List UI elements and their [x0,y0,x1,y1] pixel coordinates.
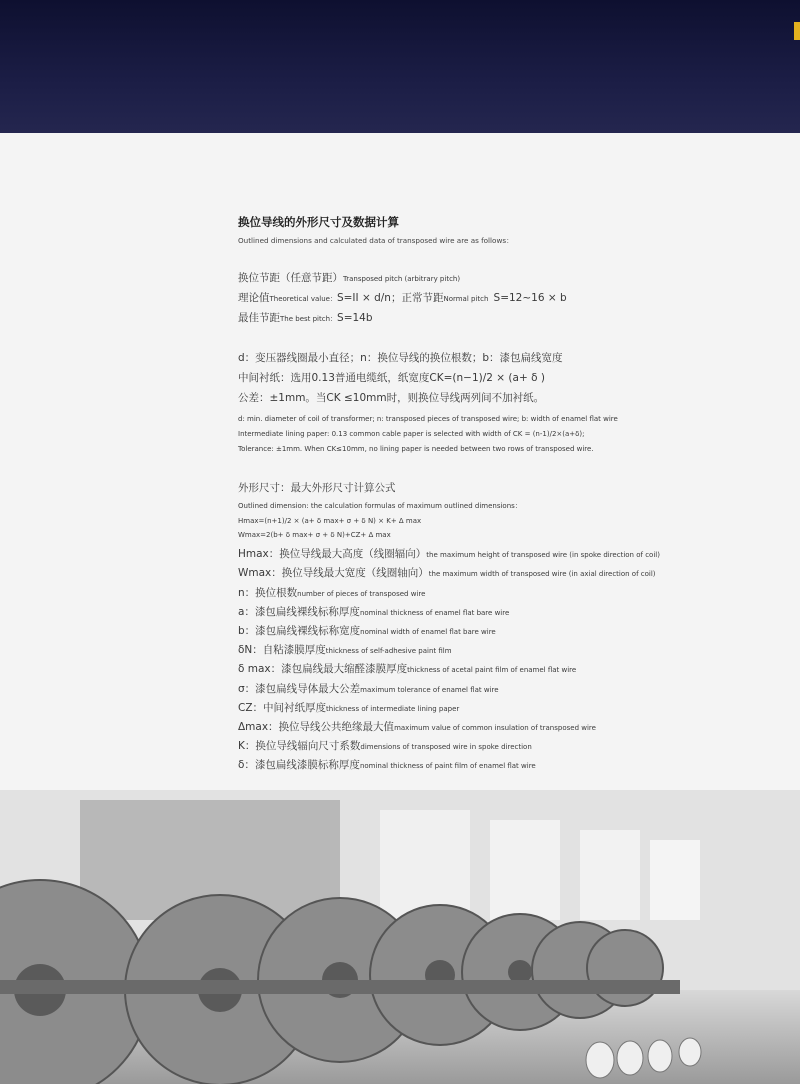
pitch-line: 换位节距（任意节距）Transposed pitch (arbitrary pitch) [238,272,461,284]
term-item: δ：漆包扁线漆膜标称厚度nominal thickness of paint film of enamel flat wire [238,759,536,772]
term-item: b：漆包扁线裸线标称宽度nominal width of enamel flat bare wire [238,624,496,637]
term-item: Δmax：换位导线公共绝缘最大值maximum value of common insulation of transposed wire [238,720,596,733]
page-title: 换位导线的外形尺寸及数据计算 [238,215,399,229]
main-content [238,214,758,772]
factory-photo-illustration [0,790,800,1084]
term-item: δ max：漆包扁线最大缩醛漆膜厚度thickness of acetal paint film of enamel flat wire [238,663,577,676]
term-item: Hmax：换位导线最大高度（线圈辐向）the maximum height of transposed wire (in spoke direction of coil) [238,548,660,561]
term-item: δN：自粘漆膜厚度thickness of self-adhesive paint film [238,644,452,657]
definitions-en [238,412,758,457]
term-item: Wmax：换位导线最大宽度（线圈轴向）the maximum width of transposed wire (in axial direction of coil) [238,567,656,580]
factory-photo [0,790,800,1084]
term-item: CZ：中间衬纸厚度thickness of intermediate lining paper [238,701,460,714]
pitch-line: 最佳节距The best pitch：S=14b [238,312,373,324]
definition-line-en: Intermediate lining paper: 0.13 common cable paper is selected with width of CK = (n-1)/2×(a+δ); [238,430,585,438]
pitch-line: 理论值Theoretical value：S=II × d/n；正常节距Normal pitch S=12~16 × b [238,292,567,304]
formula-wmax: Wmax=2(b+ δ max+ σ + δ N)+CZ+ Δ max [238,531,391,540]
definition-line-en: d: min. diameter of coil of transformer; n: transposed pieces of transposed wire; b: width of enamel flat wire [238,415,618,423]
page-tab-accent [794,22,800,40]
term-item: σ：漆包扁线导体最大公差maximum tolerance of enamel flat wire [238,682,499,695]
dimension-section [238,479,758,772]
term-item: a：漆包扁线裸线标称厚度nominal thickness of enamel flat bare wire [238,605,510,618]
top-color-band [0,0,800,133]
term-list [238,542,758,772]
dimension-heading: 外形尺寸：最大外形尺寸计算公式 [238,482,396,494]
definition-line: 公差：±1mm。当CK ≤10mm时，则换位导线两列间不加衬纸。 [238,392,545,404]
definition-line-en: Tolerance: ±1mm. When CK≤10mm, no lining paper is needed between two rows of transposed wire. [238,445,594,453]
definitions-cn [238,348,758,408]
definition-line: 中间衬纸：选用0.13普通电缆纸，纸宽度CK=(n−1)/2 × (a+ δ ) [238,372,545,384]
term-item: n：换位根数number of pieces of transposed wire [238,586,426,599]
definition-line: d：变压器线圈最小直径；n：换位导线的换位根数；b：漆包扁线宽度 [238,352,563,364]
page-subtitle: Outlined dimensions and calculated data of transposed wire are as follows： [238,236,514,245]
pitch-section [238,266,758,326]
dimension-heading-en: Outlined dimension: the calculation formulas of maximum outlined dimensions： [238,502,522,511]
formula-hmax: Hmax=(n+1)/2 × (a+ δ max+ σ + δ N) × K+ Δ max [238,517,422,526]
term-item: K：换位导线辐向尺寸系数dimensions of transposed wire in spoke direction [238,740,532,753]
